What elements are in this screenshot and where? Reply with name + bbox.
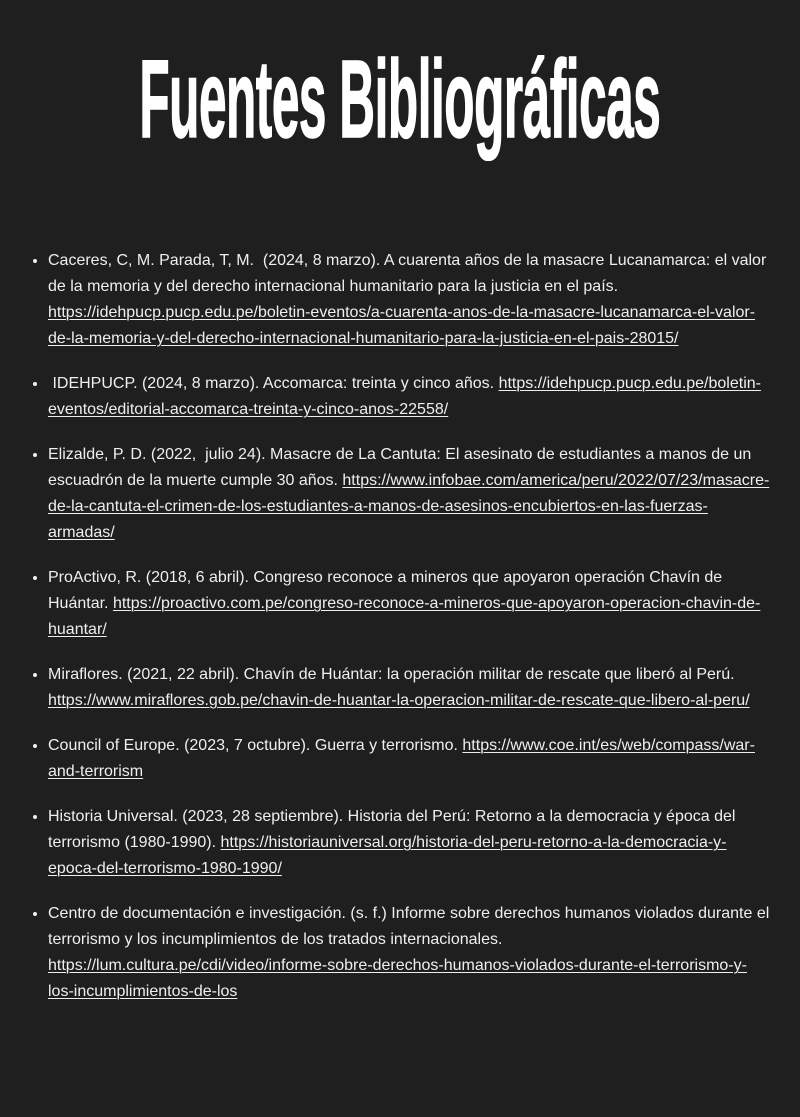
reference-item <box>48 900 772 1005</box>
reference-citation: ProActivo, R. (2018, 6 abril). Congreso reconoce a mineros que apoyaron operación Chavín de Huántar. <box>48 569 727 612</box>
reference-link[interactable]: https://www.coe.int/es/web/compass/war-and-terrorism <box>48 737 755 780</box>
reference-citation: Elizalde, P. D. (2022, julio 24). Masacre de La Cantuta: El asesinato de estudiantes a manos de un escuadrón de la muerte cumple 30 años. <box>48 446 756 489</box>
reference-item <box>48 564 772 643</box>
reference-item <box>48 370 772 423</box>
page-title: Fuentes Bibliográficas <box>139 38 661 161</box>
reference-item <box>48 803 772 882</box>
reference-citation: Historia Universal. (2023, 28 septiembre). Historia del Perú: Retorno a la democracia y época del terrorismo (1980-1990). <box>48 808 740 851</box>
reference-link[interactable]: https://proactivo.com.pe/congreso-reconoce-a-mineros-que-apoyaron-operacion-chavin-de-huantar/ <box>48 595 761 638</box>
reference-list <box>0 247 772 1005</box>
reference-link[interactable]: https://www.infobae.com/america/peru/2022/07/23/masacre-de-la-cantuta-el-crimen-de-los-estudiantes-a-manos-de-asesinos-encubiertos-en-las-fuerzas-armadas/ <box>48 472 770 541</box>
page-header <box>0 0 800 161</box>
reference-link[interactable]: https://idehpucp.pucp.edu.pe/boletin-eventos/editorial-accomarca-treinta-y-cinco-anos-22558/ <box>48 375 761 418</box>
reference-citation: Council of Europe. (2023, 7 octubre). Guerra y terrorismo. <box>48 737 463 754</box>
reference-link[interactable]: https://lum.cultura.pe/cdi/video/informe-sobre-derechos-humanos-violados-durante-el-terrorismo-y-los-incumplimientos-de-los <box>48 957 747 1000</box>
reference-link[interactable]: https://historiauniversal.org/historia-del-peru-retorno-a-la-democracia-y-epoca-del-terrorismo-1980-1990/ <box>48 834 727 877</box>
reference-link[interactable]: https://idehpucp.pucp.edu.pe/boletin-eventos/a-cuarenta-anos-de-la-masacre-lucanamarca-el-valor-de-la-memoria-y-del-derecho-internacional-humanitario-para-la-justicia-en-el-pais-28015/ <box>48 304 756 347</box>
reference-item <box>48 661 772 714</box>
reference-item <box>48 247 772 352</box>
reference-item <box>48 732 772 785</box>
reference-item <box>48 441 772 546</box>
reference-citation: IDEHPUCP. (2024, 8 marzo). Accomarca: treinta y cinco años. <box>48 375 499 392</box>
reference-citation: Miraflores. (2021, 22 abril). Chavín de Huántar: la operación militar de rescate que liberó al Perú. <box>48 666 740 683</box>
reference-link[interactable]: https://www.miraflores.gob.pe/chavin-de-huantar-la-operacion-militar-de-rescate-que-libero-al-peru/ <box>48 692 750 709</box>
reference-citation: Centro de documentación e investigación. (s. f.) Informe sobre derechos humanos violados durante el terrorismo y los incumplimientos de los tratados internacionales. <box>48 905 774 948</box>
reference-citation: Caceres, C, M. Parada, T, M. (2024, 8 marzo). A cuarenta años de la masacre Lucanamarca: el valor de la memoria y del derecho internacional humanitario para la justicia en el país. <box>48 252 771 295</box>
